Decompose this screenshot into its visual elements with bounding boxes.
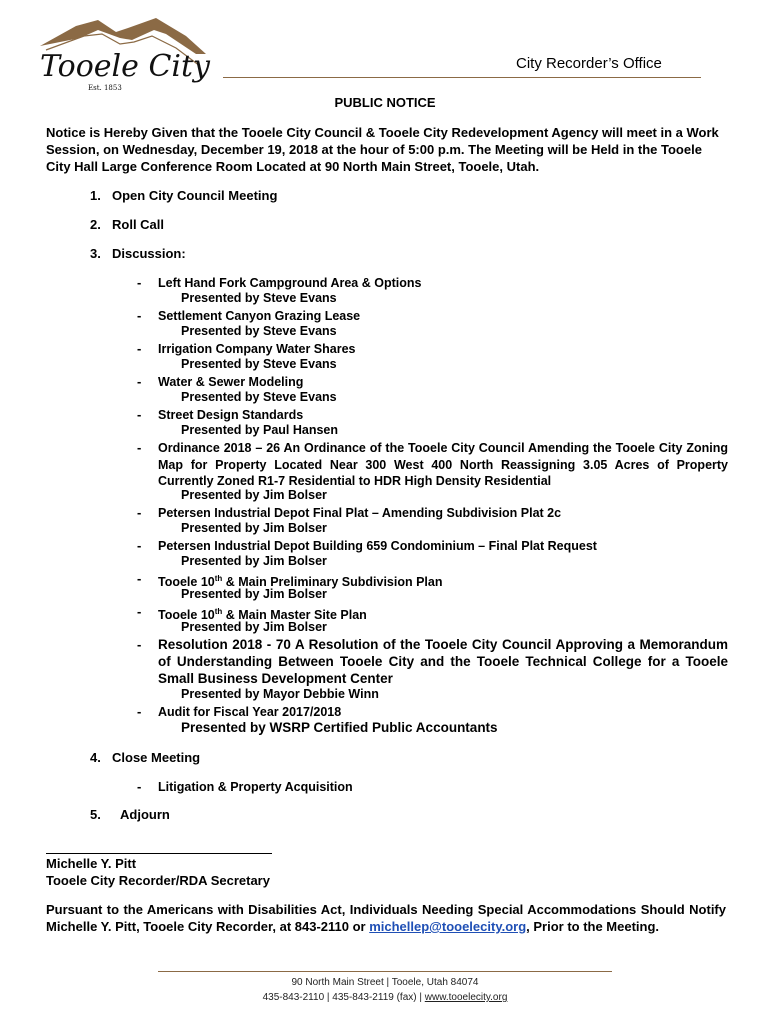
bullet-dash: - (137, 704, 142, 719)
title-text: & Main Master Site Plan (222, 608, 367, 623)
agenda-label: Discussion: (112, 246, 186, 261)
footer-contact (0, 992, 770, 1003)
agenda-number: 3. (90, 246, 101, 261)
discussion-item-title: Petersen Industrial Depot Building 659 Condominium – Final Plat Request (158, 539, 597, 553)
bullet-dash: - (137, 407, 142, 422)
tooele-city-logo (36, 14, 236, 94)
discussion-item-presenter: Presented by Steve Evans (181, 390, 337, 404)
bullet-dash: - (137, 505, 142, 520)
bullet-dash: - (137, 637, 142, 652)
agenda-label: Open City Council Meeting (112, 188, 278, 203)
discussion-item-presenter: Presented by Jim Bolser (181, 620, 327, 634)
logo-wordmark: Tooele City (40, 49, 210, 84)
discussion-item-presenter: Presented by Paul Hansen (181, 423, 339, 437)
discussion-item-presenter: Presented by Steve Evans (181, 291, 337, 305)
agenda-number: 2. (90, 217, 101, 232)
bullet-dash: - (137, 538, 142, 553)
bullet-dash: - (137, 341, 142, 356)
ada-text: Pursuant to the Americans with Disabilities Act, Individuals Needing Special Accommodations Should Notify Michelle Y. Pitt, Tooele City Recorder, at 843-2110 or (46, 902, 726, 934)
website-link[interactable]: www.tooelecity.org (424, 992, 508, 1003)
agenda-number: 1. (90, 188, 101, 203)
signature-name: Michelle Y. Pitt (46, 856, 137, 871)
notice-intro: Notice is Hereby Given that the Tooele City Council & Tooele City Redevelopment Agency will meet in a Work Session, on Wednesday, December 19, 2018 at the hour of 5:00 p.m. The Meeting will be Held in the Tooele City Hall Large Conference Room Located at 90 North Main Street, Tooele, Utah. (46, 125, 719, 174)
agenda-label: Adjourn (120, 807, 170, 822)
discussion-item-presenter: Presented by Jim Bolser (181, 587, 327, 601)
bullet-dash: - (137, 779, 142, 794)
footer-phones: 435-843-2110 | 435-843-2119 (fax) | (262, 992, 425, 1003)
title-superscript: th (214, 574, 223, 583)
discussion-item-presenter: Presented by Steve Evans (181, 324, 337, 338)
bullet-dash: - (137, 440, 142, 455)
discussion-item-presenter: Presented by WSRP Certified Public Accountants (181, 720, 498, 735)
discussion-item-title: Settlement Canyon Grazing Lease (158, 309, 361, 323)
agenda-number: 5. (90, 807, 101, 822)
discussion-item-title: Irrigation Company Water Shares (158, 342, 356, 356)
email-link[interactable]: michellep@tooelecity.org (369, 919, 527, 934)
title-text: Tooele 10 (158, 608, 215, 623)
discussion-item-presenter: Presented by Jim Bolser (181, 488, 327, 502)
title-superscript: th (214, 607, 223, 616)
ada-notice (46, 901, 726, 935)
agenda-item-3 (90, 246, 186, 261)
discussion-item-title: Petersen Industrial Depot Final Plat – Amending Subdivision Plat 2c (158, 506, 562, 520)
signature-line (46, 853, 272, 854)
discussion-item-presenter: Presented by Steve Evans (181, 357, 337, 371)
discussion-item-title: Audit for Fiscal Year 2017/2018 (158, 705, 342, 719)
notice-title: PUBLIC NOTICE (334, 95, 436, 110)
ada-text: , Prior to the Meeting. (526, 919, 660, 934)
close-meeting-subitem: Litigation & Property Acquisition (158, 780, 353, 794)
logo-established: Est. 1853 (88, 84, 122, 92)
agenda-label: Roll Call (112, 217, 165, 232)
bullet-dash: - (137, 604, 142, 619)
mountain-logo-graphic (36, 14, 236, 94)
agenda-label: Close Meeting (112, 750, 201, 765)
title-text: Tooele 10 (158, 575, 215, 590)
agenda-number: 4. (90, 750, 101, 765)
agenda-item-5 (90, 807, 170, 822)
agenda-item-4 (90, 750, 200, 765)
agenda-item-2 (90, 217, 164, 232)
discussion-item-title: Street Design Standards (158, 408, 304, 422)
bullet-dash: - (137, 571, 142, 586)
discussion-item-presenter: Presented by Jim Bolser (181, 521, 327, 535)
bullet-dash: - (137, 374, 142, 389)
title-text: & Main Preliminary Subdivision Plan (222, 575, 443, 590)
discussion-item-title: Ordinance 2018 – 26 An Ordinance of the Tooele City Council Amending the Tooele City Zoning Map for Property Located Near 300 West 400 North Reassigning 3.05 Acres of Property Currently Zoned R1-7 Residential to HDR High Density Residential (158, 441, 728, 488)
discussion-item-presenter: Presented by Mayor Debbie Winn (181, 687, 379, 701)
footer-address: 90 North Main Street | Tooele, Utah 84074 (291, 977, 479, 988)
signature-role: Tooele City Recorder/RDA Secretary (46, 873, 270, 888)
agenda-item-1 (90, 188, 277, 203)
footer-divider (158, 971, 612, 972)
discussion-item-title: Resolution 2018 - 70 A Resolution of the Tooele City Council Approving a Memorandum of Understanding Between Tooele City and the Tooele Technical College for a Tooele Small Business Development Center (158, 637, 728, 686)
office-title: City Recorder’s Office (516, 55, 662, 72)
discussion-item-title: Water & Sewer Modeling (158, 375, 304, 389)
discussion-item-presenter: Presented by Jim Bolser (181, 554, 327, 568)
bullet-dash: - (137, 308, 142, 323)
discussion-item-title: Left Hand Fork Campground Area & Options (158, 276, 422, 290)
header-divider (223, 77, 701, 78)
bullet-dash: - (137, 275, 142, 290)
